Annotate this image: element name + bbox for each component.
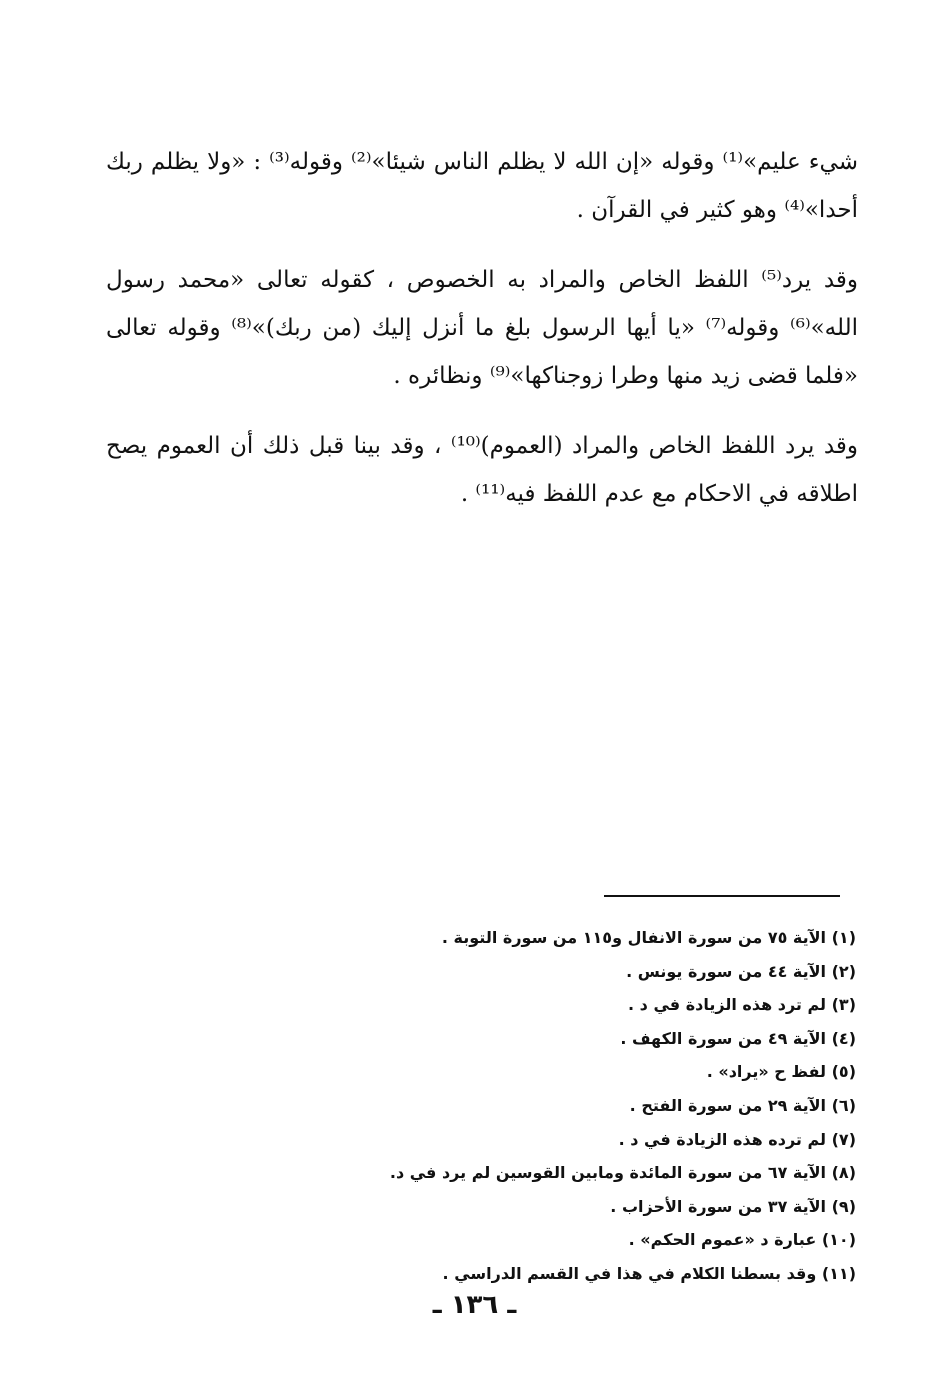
footnote-11: (١١) وقد بسطنا الكلام في هذا في القسم الدراسي .	[442, 1263, 856, 1283]
paragraph-1: شيء عليم»⁽¹⁾ وقوله «إن الله لا يظلم الناس شيئا»⁽²⁾ وقوله⁽³⁾ : «ولا يظلم ربك أحدا»⁽⁴⁾ وهو كثير في القرآن .	[106, 149, 858, 223]
footnote-8: (٨) الآية ٦٧ من سورة المائدة ومابين القوسين لم يرد في د.	[389, 1163, 856, 1183]
footnote-7: (٧) لم ترده هذه الزيادة في د .	[618, 1129, 856, 1149]
paragraph-3: وقد يرد اللفظ الخاص والمراد (العموم)⁽¹⁰⁾ ، وقد بينا قبل ذلك أن العموم يصح اطلاقه في الاحكام مع عدم اللفظ فيه⁽¹¹⁾ .	[106, 433, 858, 507]
footnote-3: (٣) لم ترد هذه الزيادة في د .	[628, 995, 856, 1015]
footnote-6: (٦) الآية ٢٩ من سورة الفتح .	[629, 1095, 856, 1115]
paragraph-2: وقد يرد⁽⁵⁾ اللفظ الخاص والمراد به الخصوص ، كقوله تعالى «محمد رسول الله»⁽⁶⁾ وقوله⁽⁷⁾ «يا أيها الرسول بلغ ما أنزل إليك (من ربك)»⁽⁸⁾ وقوله تعالى «فلما قضى زيد منها وطرا زوجناكها»⁽⁹⁾ ونظائره .	[106, 267, 859, 389]
footnotes-list	[300, 921, 856, 1291]
main-text	[106, 138, 858, 518]
footnote-10: (١٠) عبارة د «عموم الحكم» .	[628, 1230, 856, 1250]
footnote-1: (١) الآية ٧٥ من سورة الانفال و١١٥ من سورة التوبة .	[441, 928, 856, 947]
footnote-2: (٢) الآية ٤٤ من سورة يونس .	[626, 961, 856, 981]
page-number: ـ ١٣٦ ـ	[432, 1290, 517, 1320]
footnote-9: (٩) الآية ٣٧ من سورة الأحزاب .	[610, 1196, 856, 1216]
footnote-5: (٥) لفظ ح «يراد» .	[706, 1062, 856, 1082]
footnote-divider	[604, 895, 840, 897]
footnote-4: (٤) الآية ٤٩ من سورة الكهف .	[620, 1028, 856, 1048]
